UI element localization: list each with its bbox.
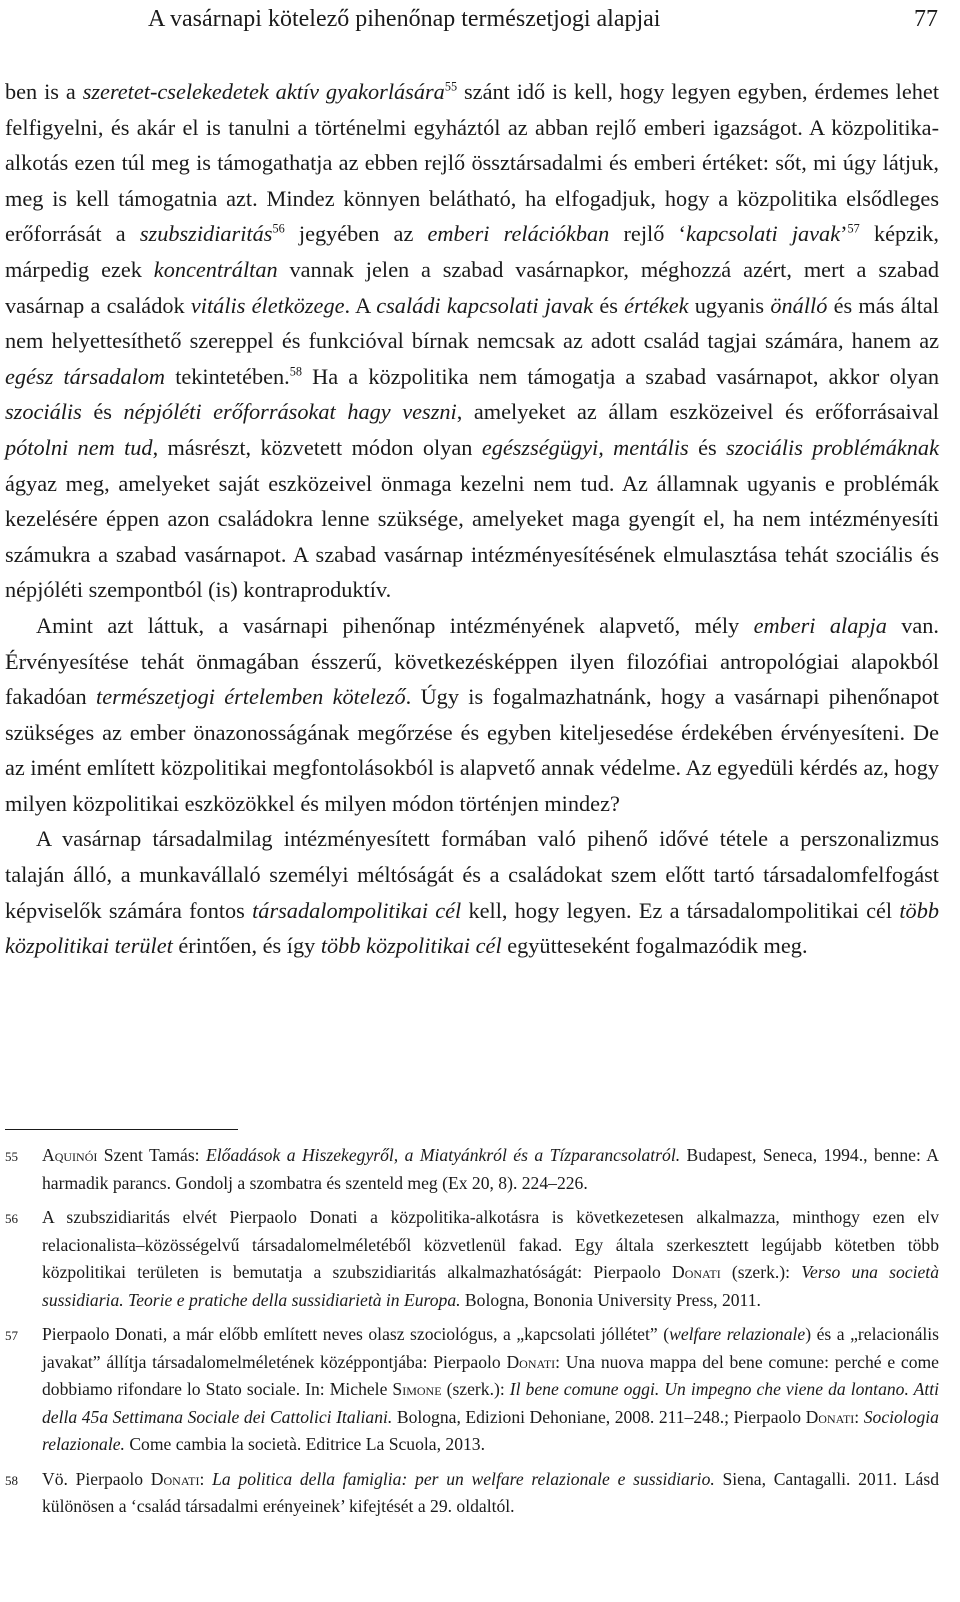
text-run: Szent Tamás: [97,1145,207,1165]
footnote-57 [5,1321,939,1459]
text-run: és [81,399,124,425]
italic-run: önálló [770,292,828,318]
text-run: ugyanis [688,292,771,318]
italic-run: Verso una società sussidiaria. Teorie e pratiche della sussidiarietà in Europa. [42,1262,939,1310]
italic-run: Előadások a Hiszekegyről, a Miatyánkról és a Tízparancsolatról. [206,1145,681,1165]
italic-run: szeretet-cselekedetek aktív gyakorlására [82,79,445,104]
text-run: Bologna, Edizioni Dehoniane, 2008. 211–248.; Pierpaolo [392,1406,806,1427]
italic-run: szubszidiaritás [139,221,273,247]
italic-run: egész társadalom [5,363,166,389]
footnote-ref-58[interactable]: 58 [289,364,302,379]
footnote-number: 56 [5,1211,18,1226]
text-run: Pierpaolo Donati, a már előbb említett neves olasz szociológus, a „kapcsolati jóllétet” ( [42,1324,670,1344]
paragraph-2 [5,608,939,822]
text-run: A vasárnap társadalmilag intézményesített formában való pihenő idővé tétele a perszonalizmus talaján álló, a munkavállaló személyi méltóságát és a családokat szem előtt tartó társadalomfelfogást képviselők számára fontos [5,826,939,923]
italic-run: pótolni nem tud [5,434,153,460]
footnote-56 [5,1204,939,1314]
text-run: van. Érvényesítése tehát önmagában ésszerű, következésképpen ilyen filozófiai antropológiai alapokból fakadóan [5,612,939,710]
italic-run: Sociologia relazionale. [42,1406,939,1454]
italic-run: egészségügyi, mentális [481,434,689,460]
italic-run: társadalompolitikai cél [252,897,462,923]
footnote-ref-56[interactable]: 56 [272,221,285,236]
text-run: Siena, Cantagalli. 2011. Lásd különösen a ‘család társadalmi erényeinek’ kifejtését a 29. oldaltól. [42,1468,939,1516]
text-run: A szubszidiaritás elvét Pierpaolo Donati a közpolitika-alkotásra is következetesen alkalmazza, minthogy ezen elv relacionalista–közösségelvű társadalomelméletéből közvetlenül fakad. Egy általa szerkesztett legújabb kötetben több közpolitikai területen is bemutatja a szubszidiaritás alkalmazhatóságát: Pierpaolo [42,1207,939,1282]
text-run: : Una nuova mappa del bene comune: perché e come dobbiamo rifondare lo Stato sociale. In: Michele [42,1351,939,1399]
text-run: szánt idő is kell, hogy legyen egyben, érdemes lehet felfigyelni, és akár el is tanulni a történelmi egyháztól az abban rejlő emberi igazságot. A közpolitika-alkotás ezen túl meg is támogathatja az ebben rejlő össztársadalmi és emberi értéket: sőt, mi úgy látjuk, meg is kell támogatnia azt. Mindez könnyen belátható, ha elfogadjuk, hogy a közpolitika elsődleges erőforrását a [5,79,940,247]
text-run: , másrészt, közvetett módon olyan [152,434,482,460]
text-run: . A [344,292,377,318]
text-run: ágyaz meg, amelyeket saját eszközeivel önmaga kezelni nem tud. Az államnak ugyanis e problémák kezelésére éppen azon családokra lenne szüksége, amelyeket maga gyengít el, ha nem intézményesíti számukra a szabad vasárnapot. A szabad vasárnap intézményesítésének elmulasztása tehát szociális és népjóléti szempontból (is) kontraproduktív. [5,470,939,603]
text-run: ) és a „relacionális javakat” állítja társadalomelméletének középpontjába: Pierpaolo [42,1324,940,1372]
text-run: kell, hogy legyen. Ez a társadalompolitikai cél [461,897,900,923]
text-run: Budapest, Seneca, 1994., benne: A harmadik parancs. Gondolj a szombatra és szenteld meg (Ex 20, 8). 224–226. [42,1145,940,1193]
running-title: A vasárnapi kötelező pihenőnap természetjogi alapjai [148,6,661,32]
text-run: Bologna, Bononia University Press, 2011. [460,1289,761,1310]
footnote-58 [5,1466,939,1521]
small-caps-name: Donati [150,1468,200,1489]
italic-run: La politica della famiglia: per un welfare relazionale e sussidiario. [212,1468,715,1489]
text-run: és [593,292,625,318]
text-run: Vö. Pierpaolo [42,1468,151,1489]
main-text [5,74,939,964]
italic-run: természetjogi értelemben kötelező [96,684,406,710]
italic-run: emberi relációkban [427,221,610,247]
italic-run: welfare relazionale [669,1324,806,1344]
text-run: ’ [840,221,848,247]
italic-run: több közpolitikai terület [5,897,939,959]
italic-run: szociális [5,399,82,425]
text-run: és [688,434,727,460]
footnote-separator [5,1129,238,1130]
italic-run: értékek [624,292,689,318]
text-run: (szerk.): [441,1379,510,1399]
text-run: tekintetében. [165,363,290,389]
text-run: jegyében az [284,221,428,247]
paragraph-3 [5,821,939,963]
footnote-ref-57[interactable]: 57 [847,221,860,236]
small-caps-name: Donati [506,1351,556,1372]
running-header [0,6,960,38]
small-caps-name: Donati [672,1262,721,1282]
text-run: . Úgy is fogalmazhatnánk, hogy a vasárnapi pihenőnapot szükséges az ember önazonosságának megőrzése és egyben kiteljesedése érdekében érvényesíteni. De az imént említett közpolitikai megfontolásokból is alapvető annak védelme. Az egyedüli kérdés az, hogy milyen közpolitikai eszközökkel és milyen módon történjen mindez? [5,684,939,816]
footnote-ref-55[interactable]: 55 [444,79,458,94]
text-run: rejlő ‘ [609,221,686,247]
text-run: ben is a [5,79,83,104]
page-number: 77 [914,6,938,32]
text-run: : [199,1468,213,1489]
footnote-number: 55 [5,1149,18,1164]
italic-run: Il bene comune oggi. Un impegno che viene da lontano. Atti della 45a Settimana Sociale dei Cattolici Italiani. [42,1379,939,1427]
small-caps-name: Simone [392,1379,442,1399]
italic-run: vitális életközege [190,292,345,318]
text-run: Amint azt láttuk, a vasárnapi pihenőnap intézményének alapvető, mély [36,612,754,638]
text-run: együtteseként fogalmazódik meg. [501,933,808,959]
italic-run: emberi alapja [753,612,887,638]
italic-run: koncentráltan [153,256,278,282]
paragraph-1 [5,74,939,608]
footnote-number: 58 [5,1472,18,1488]
italic-run: népjóléti erőforrásokat hagy veszni [123,399,457,425]
italic-run: kapcsolati javak [685,221,841,247]
footnote-number: 57 [5,1328,18,1343]
text-run: (szerk.): [720,1262,802,1282]
text-run: , amelyeket az állam eszközeivel és erőforrásaival [456,399,939,425]
text-run: képzik, márpedig ezek [5,221,939,282]
footnotes [5,1142,939,1528]
small-caps-name: Donati [805,1406,855,1427]
italic-run: több közpolitikai cél [320,933,502,959]
italic-run: szociális problémáknak [726,434,939,460]
text-run: : [854,1406,864,1427]
text-run: vannak jelen a szabad vasárnapkor, méghozzá azért, mert a szabad vasárnap a családok [5,256,939,318]
text-run: érintően, és így [172,933,321,959]
italic-run: családi kapcsolati javak [376,292,594,318]
footnote-55 [5,1142,939,1197]
text-run: és más által nem helyettesíthető szereppel és funkcióval bírnak nemcsak az adott család tagjai számára, hanem az [5,292,939,354]
text-run: Come cambia la società. Editrice La Scuola, 2013. [124,1434,485,1454]
text-run: Ha a közpolitika nem támogatja a szabad vasárnapot, akkor olyan [301,363,939,389]
small-caps-name: Aquinói [42,1145,98,1165]
